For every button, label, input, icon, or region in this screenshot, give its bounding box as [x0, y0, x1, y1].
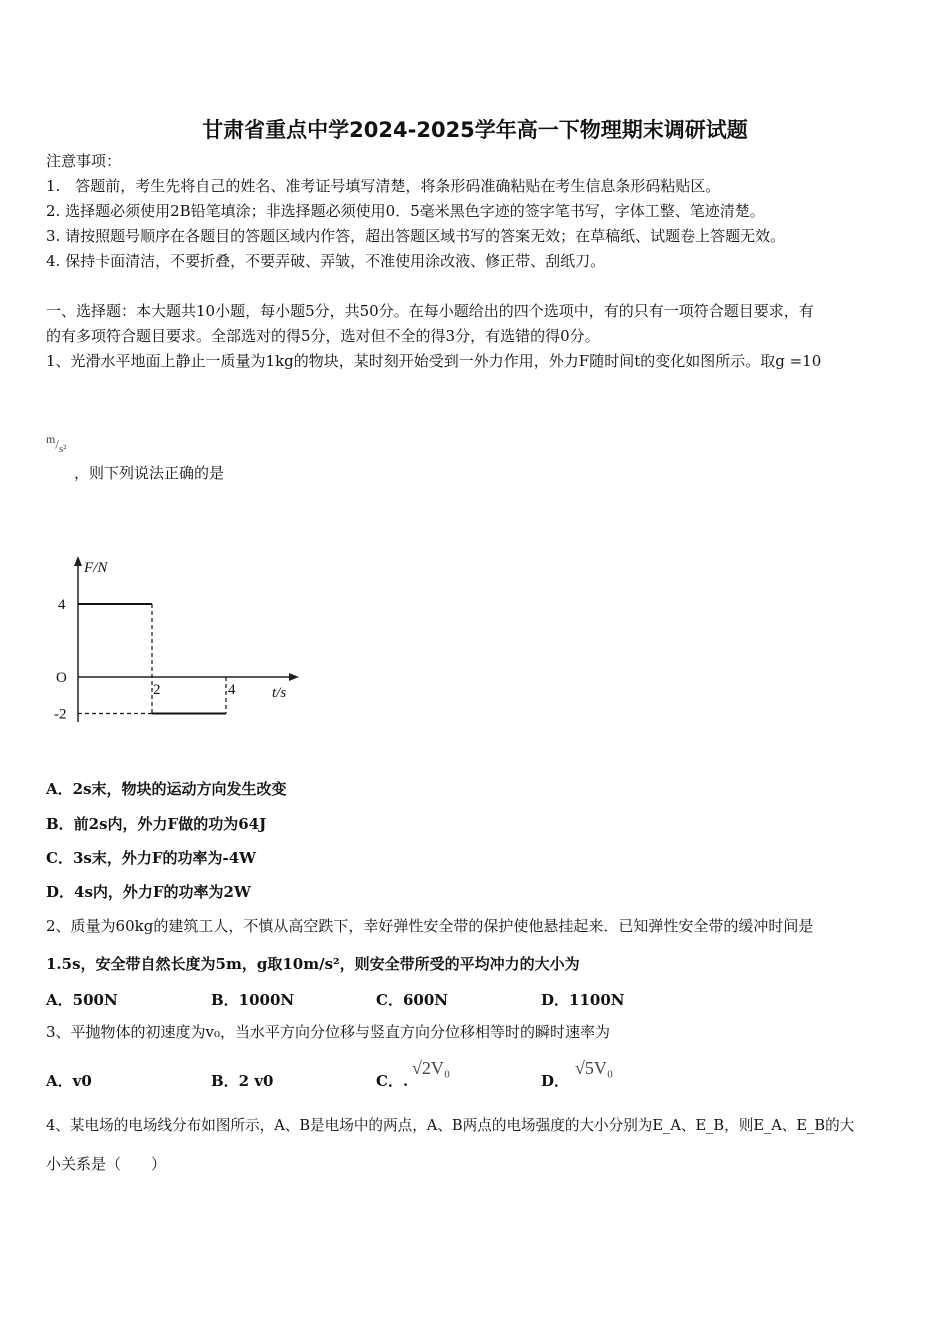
q1-stem: 1、光滑水平地面上静止一质量为1kg的物块，某时刻开始受到一外力作用，外力F随时间t的变化如图所示。取g =10: [46, 352, 822, 370]
q1-stem-end: ，则下列说法正确的是: [74, 464, 225, 482]
y-tick-label: -2: [54, 706, 67, 723]
q1-option-b[interactable]: B．前2s内，外力F做的功为64J: [46, 815, 267, 833]
q3-option-b[interactable]: B．2 v0: [211, 1072, 274, 1090]
y-axis-arrow-icon: [74, 556, 82, 566]
page-title: 甘肃省重点中学2024-2025学年高一下物理期末调研试题: [202, 118, 748, 142]
q4-stem: 小关系是（ ）: [46, 1155, 167, 1173]
q3-option-a[interactable]: A．v0: [46, 1072, 92, 1090]
q3-option-c-math: √2V₀: [412, 1058, 451, 1078]
x-tick-label: 2: [153, 682, 161, 698]
q1-unit: $^m/_{s^2}$: [46, 432, 67, 455]
q4-stem: 4、某电场的电场线分布如图所示，A、B是电场中的两点，A、B两点的电场强度的大小分别为E_A、E_B，则E_A、E_B的大: [46, 1117, 855, 1134]
y-tick-label: 4: [58, 597, 66, 613]
q2-option-c[interactable]: C．600N: [376, 991, 448, 1009]
q1-option-a[interactable]: A．2s末，物块的运动方向发生改变: [46, 780, 287, 798]
y-axis-label: F/N: [84, 560, 108, 576]
q1-option-d[interactable]: D．4s内，外力F的功率为2W: [46, 883, 251, 901]
q3-option-d[interactable]: D．: [541, 1072, 570, 1090]
q3-stem: 3、平抛物体的初速度为v₀，当水平方向分位移与竖直方向分位移相等时的瞬时速率为: [46, 1023, 611, 1041]
x-tick-label: 4: [228, 682, 236, 698]
notes-heading: 注意事项：: [46, 152, 122, 170]
note-item: 3. 请按照题号顺序在各题目的答题区域内作答，超出答题区域书写的答案无效；在草稿纸、试题卷上答题无效。: [46, 227, 786, 245]
note-item: 4. 保持卡面清洁，不要折叠，不要弄破、弄皱，不准使用涂改液、修正带、刮纸刀。: [46, 252, 606, 270]
note-item: 2. 选择题必须使用2B铅笔填涂；非选择题必须使用0．5毫米黑色字迹的签字笔书写，字体工整、笔迹清楚。: [46, 202, 765, 220]
x-axis-label: t/s: [272, 685, 287, 701]
q2-stem: 1.5s，安全带自然长度为5m，g取10m/s²，则安全带所受的平均冲力的大小为: [46, 955, 580, 973]
x-axis-arrow-icon: [289, 673, 299, 681]
q2-option-a[interactable]: A．500N: [46, 991, 118, 1009]
q2-stem: 2、质量为60kg的建筑工人，不慎从高空跌下，幸好弹性安全带的保护使他悬挂起来．已知弹性安全带的缓冲时间是: [46, 917, 814, 935]
q3-option-c[interactable]: C．.: [376, 1072, 409, 1090]
q2-option-b[interactable]: B．1000N: [211, 991, 295, 1009]
force-time-graph: [40, 550, 320, 750]
q3-option-d-math: √5V₀: [575, 1058, 614, 1078]
section-intro: 一、选择题：本大题共10小题，每小题5分，共50分。在每小题给出的四个选项中，有的只有一项符合题目要求，有: [46, 302, 814, 320]
q1-option-c[interactable]: C．3s末，外力F的功率为-4W: [46, 849, 256, 867]
note-item: 1. 答题前，考生先将自己的姓名、准考证号填写清楚，将条形码准确粘贴在考生信息条形码粘贴区。: [46, 177, 721, 195]
origin-label: O: [56, 670, 67, 686]
q2-option-d[interactable]: D．1100N: [541, 991, 625, 1009]
section-intro: 的有多项符合题目要求。全部选对的得5分，选对但不全的得3分，有选错的得0分。: [46, 327, 600, 345]
